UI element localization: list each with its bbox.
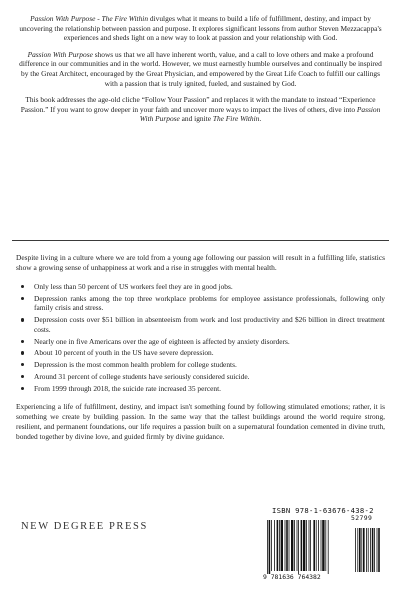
- list-item: From 1999 through 2018, the suicide rate increased 35 percent.: [16, 384, 385, 394]
- list-item: Depression costs over $51 billion in absenteeism from work and lost productivity and $26 billion in direct treatment costs.: [16, 315, 385, 334]
- summary-text: shows us that we all have inherent worth, value, and a call to love others and make a profound difference in our communities and in the world. However, we must earnestly humble ourselves and continually be inspired by the Great Architect, encouraged by the Great Physician, and empowered by the Great Life Coach to fulfill our callings with a passion that is truly ignited, fueled, and sustained by God.: [19, 49, 382, 88]
- intro-paragraph: Despite living in a culture where we are told from a young age following our passion will result in a fulfilling life, statistics show a growing sense of unhappiness at work and a rise in struggles with mental health.: [16, 253, 385, 272]
- summary-text: .: [259, 114, 262, 124]
- book-title-emphasis: Passion With Purpose: [27, 49, 93, 59]
- list-item: Only less than 50 percent of US workers feel they are in good jobs.: [16, 282, 385, 292]
- barcode: [259, 506, 391, 586]
- list-item: About 10 percent of youth in the US have severe depression.: [16, 348, 385, 358]
- closing-paragraph: Experiencing a life of fulfillment, destiny, and impact isn't something found by following stimulated emotions; rather, it is something we create by building passion. In the same way that the tallest buildings around the world require strong, resilient, and permanent foundations, our life requires a passion built on a supernatural foundation cemented in divine truth, bonded together by divine love, and guided firmly by divine guidance.: [16, 402, 385, 442]
- summary-section: [16, 14, 385, 131]
- subtitle-emphasis: The Fire Within: [212, 114, 260, 124]
- summary-paragraph-3: [16, 95, 385, 124]
- barcode-bars: [265, 516, 389, 574]
- ean-number: 9 781636 764382: [263, 573, 321, 581]
- publisher-name: NEW DEGREE PRESS: [21, 521, 148, 532]
- list-item: Nearly one in five Americans over the age of eighteen is affected by anxiety disorders.: [16, 337, 385, 347]
- summary-paragraph-1: [16, 14, 385, 43]
- list-item: Depression is the most common health problem for college students.: [16, 360, 385, 370]
- summary-text: and ignite: [179, 114, 213, 124]
- section-divider: [12, 240, 389, 241]
- list-item: Around 31 percent of college students have seriously considered suicide.: [16, 372, 385, 382]
- statistics-list: [16, 282, 385, 393]
- addon-number: 52799: [351, 514, 373, 522]
- book-title-emphasis: Passion With Purpose - The Fire Within: [30, 14, 149, 23]
- book-title-emphasis: Passion With Purpose: [139, 104, 381, 124]
- summary-text: This book addresses the age-old cliche “Follow Your Passion” and replaces it with the mandate to instead “Experience Passion.” If you want to grow deeper in your faith and uncover more ways to impact the lives of others, dive into: [20, 95, 376, 114]
- statistics-section: [16, 253, 385, 442]
- summary-text: divulges what it means to build a life of fulfillment, destiny, and impact by uncovering the relationship between passion and purpose. It explores significant lessons from author Steven Mezzacappa's experiences and sheds light on a new way to look at passion and your relationship with God.: [19, 14, 382, 43]
- summary-paragraph-2: [16, 50, 385, 88]
- isbn-label: ISBN 978-1-63676-438-2: [272, 506, 374, 515]
- list-item: Depression ranks among the top three workplace problems for employee assistance professionals, following only family crisis and stress.: [16, 294, 385, 313]
